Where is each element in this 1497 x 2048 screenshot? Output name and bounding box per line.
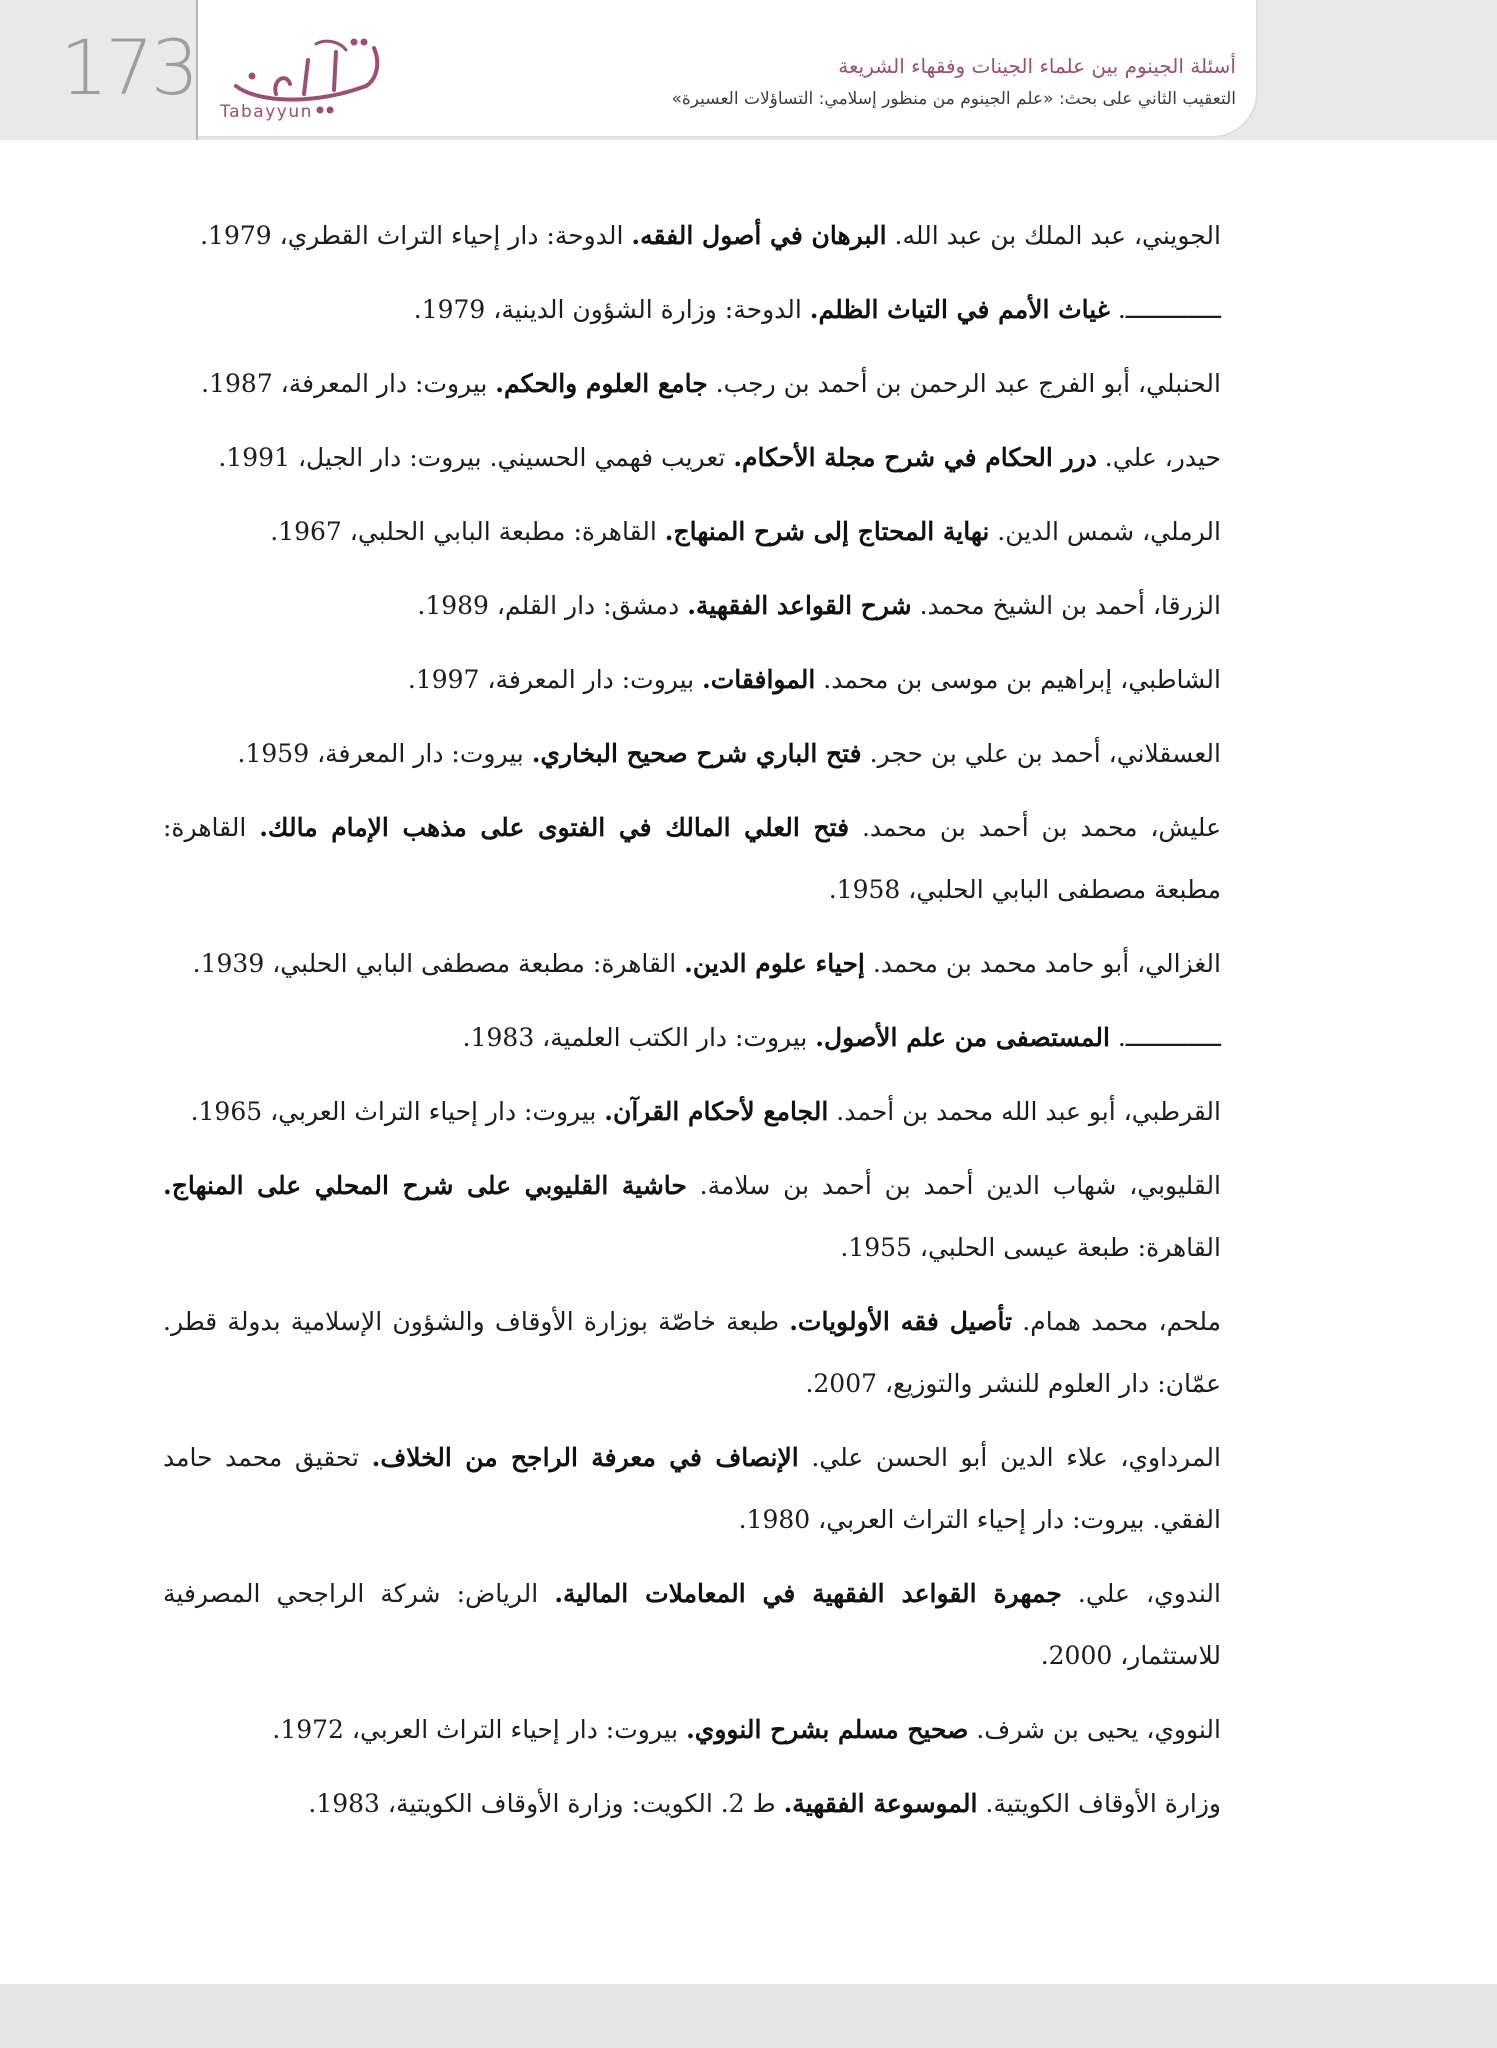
reference-title: تأصيل فقه الأولويات. bbox=[789, 1307, 1013, 1336]
reference-entry bbox=[163, 1563, 1221, 1687]
reference-author: القليوبي، شهاب الدين أحمد بن أحمد بن سلامة. bbox=[686, 1171, 1222, 1200]
reference-entry bbox=[163, 933, 1221, 995]
reference-author: ملحم، محمد همام. bbox=[1012, 1307, 1222, 1336]
reference-publication: بيروت: دار المعرفة، 1997. bbox=[407, 665, 703, 694]
reference-title: إحياء علوم الدين. bbox=[684, 949, 865, 978]
reference-title: الموسوعة الفقهية. bbox=[783, 1789, 978, 1818]
reference-title: صحيح مسلم بشرح النووي. bbox=[686, 1715, 969, 1744]
reference-entry bbox=[163, 797, 1221, 921]
reference-title: الموافقات. bbox=[702, 665, 816, 694]
reference-publication: الدوحة: دار إحياء التراث القطري، 1979. bbox=[200, 221, 632, 250]
reference-title: الإنصاف في معرفة الراجح من الخلاف. bbox=[371, 1443, 799, 1472]
reference-author: الرملي، شمس الدين. bbox=[989, 517, 1221, 546]
reference-entry bbox=[163, 723, 1221, 785]
reference-author: الزرقا، أحمد بن الشيخ محمد. bbox=[911, 591, 1221, 620]
reference-publication: دمشق: دار القلم، 1989. bbox=[417, 591, 688, 620]
reference-entry bbox=[163, 575, 1221, 637]
reference-entry bbox=[163, 1773, 1221, 1835]
reference-entry bbox=[163, 501, 1221, 563]
reference-entry bbox=[163, 205, 1221, 267]
footer-band bbox=[0, 1984, 1497, 2048]
reference-publication: القاهرة: مطبعة مصطفى البابي الحلبي، 1939. bbox=[192, 949, 685, 978]
reference-title: الجامع لأحكام القرآن. bbox=[604, 1097, 829, 1126]
reference-entry bbox=[163, 427, 1221, 489]
reference-entry bbox=[163, 353, 1221, 415]
reference-entry bbox=[163, 1081, 1221, 1143]
reference-publication: بيروت: دار المعرفة، 1987. bbox=[201, 369, 496, 398]
reference-publication: بيروت: دار الكتب العلمية، 1983. bbox=[462, 1023, 816, 1052]
reference-author: الحنبلي، أبو الفرج عبد الرحمن بن أحمد بن رجب. bbox=[707, 369, 1221, 398]
tabayyun-logo bbox=[216, 24, 406, 124]
reference-entry bbox=[163, 649, 1221, 711]
reference-author: الجويني، عبد الملك بن عبد الله. bbox=[886, 221, 1221, 250]
reference-publication: بيروت: دار إحياء التراث العربي، 1965. bbox=[190, 1097, 605, 1126]
reference-author: ـــــــــــــ. bbox=[1109, 295, 1221, 324]
running-subtitle: التعقيب الثاني على بحث: «علم الجينوم من منظور إسلامي: التساؤلات العسيرة» bbox=[671, 89, 1236, 109]
reference-author: المرداوي، علاء الدين أبو الحسن علي. bbox=[798, 1443, 1221, 1472]
reference-title: درر الحكام في شرح مجلة الأحكام. bbox=[733, 443, 1097, 472]
reference-author: الغزالي، أبو حامد محمد بن محمد. bbox=[864, 949, 1221, 978]
reference-publication: طبعة خاصّة بوزارة الأوقاف والشؤون الإسلامية بدولة قطر. عمّان: دار العلوم للنشر والتوزيع، 2007. bbox=[163, 1307, 1221, 1398]
reference-publication: الدوحة: وزارة الشؤون الدينية، 1979. bbox=[413, 295, 810, 324]
reference-title: جامع العلوم والحكم. bbox=[495, 369, 708, 398]
reference-author: الشاطبي، إبراهيم بن موسى بن محمد. bbox=[815, 665, 1221, 694]
reference-entry bbox=[163, 1427, 1221, 1551]
reference-publication: ط 2. الكويت: وزارة الأوقاف الكويتية، 1983. bbox=[308, 1789, 784, 1818]
reference-entry bbox=[163, 1699, 1221, 1761]
reference-author: وزارة الأوقاف الكويتية. bbox=[977, 1789, 1221, 1818]
bibliography-list bbox=[163, 205, 1221, 1847]
reference-author: النووي، يحيى بن شرف. bbox=[968, 1715, 1221, 1744]
reference-title: فتح الباري شرح صحيح البخاري. bbox=[531, 739, 862, 768]
header-divider bbox=[196, 0, 198, 140]
reference-entry bbox=[163, 1291, 1221, 1415]
reference-publication: تعريب فهمي الحسيني. بيروت: دار الجيل، 1991. bbox=[218, 443, 734, 472]
reference-entry bbox=[163, 279, 1221, 341]
reference-publication: بيروت: دار المعرفة، 1959. bbox=[237, 739, 532, 768]
reference-publication: بيروت: دار إحياء التراث العربي، 1972. bbox=[272, 1715, 687, 1744]
reference-author: ـــــــــــــ. bbox=[1109, 1023, 1221, 1052]
reference-title: البرهان في أصول الفقه. bbox=[631, 221, 887, 250]
reference-title: غياث الأمم في التياث الظلم. bbox=[809, 295, 1110, 324]
reference-title: جمهرة القواعد الفقهية في المعاملات المالية. bbox=[554, 1579, 1062, 1608]
reference-author: عليش، محمد بن أحمد بن محمد. bbox=[849, 813, 1222, 842]
reference-publication: القاهرة: طبعة عيسى الحلبي، 1955. bbox=[840, 1233, 1221, 1262]
reference-title: شرح القواعد الفقهية. bbox=[687, 591, 912, 620]
reference-author: العسقلاني، أحمد بن علي بن حجر. bbox=[861, 739, 1221, 768]
reference-title: المستصفى من علم الأصول. bbox=[815, 1023, 1110, 1052]
reference-title: فتح العلي المالك في الفتوى على مذهب الإمام مالك. bbox=[259, 813, 850, 842]
logo-latin-text: Tabayyun bbox=[220, 102, 313, 122]
reference-entry bbox=[163, 1007, 1221, 1069]
reference-publication: القاهرة: مطبعة مصطفى البابي الحلبي، 1958. bbox=[163, 813, 1221, 904]
running-title: أسئلة الجينوم بين علماء الجينات وفقهاء الشريعة bbox=[838, 54, 1236, 78]
reference-author: حيدر، علي. bbox=[1096, 443, 1221, 472]
reference-publication: القاهرة: مطبعة البابي الحلبي، 1967. bbox=[270, 517, 665, 546]
reference-title: حاشية القليوبي على شرح المحلي على المنهاج. bbox=[163, 1171, 687, 1200]
reference-title: نهاية المحتاج إلى شرح المنهاج. bbox=[664, 517, 990, 546]
reference-publication: تحقيق محمد حامد الفقي. بيروت: دار إحياء التراث العربي، 1980. bbox=[163, 1443, 1221, 1534]
reference-author: القرطبي، أبو عبد الله محمد بن أحمد. bbox=[828, 1097, 1221, 1126]
reference-author: الندوي، علي. bbox=[1061, 1579, 1221, 1608]
reference-publication: الرياض: شركة الراجحي المصرفية للاستثمار، 2000. bbox=[163, 1579, 1221, 1670]
page-number: 173 bbox=[60, 23, 197, 112]
reference-entry bbox=[163, 1155, 1221, 1279]
